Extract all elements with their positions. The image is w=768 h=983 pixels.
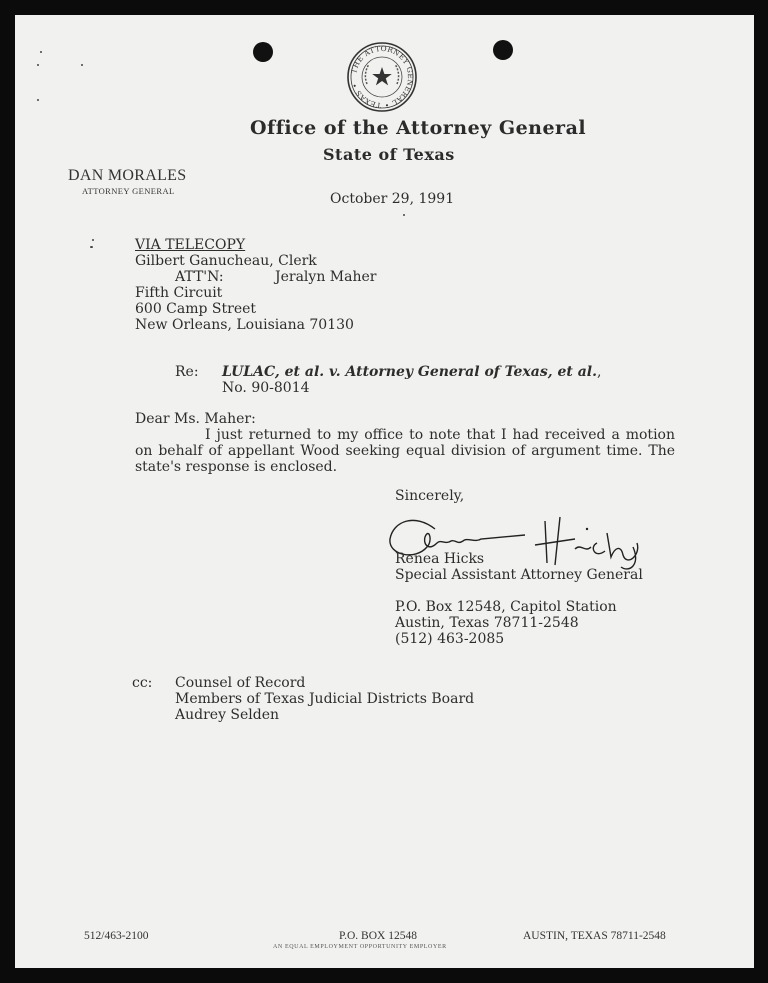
attention-line (135, 269, 376, 285)
case-title-suffix: , (596, 364, 602, 380)
scan-speck (40, 51, 42, 53)
recipient-address-block (135, 237, 376, 333)
svg-text:THE ATTORNEY GENERAL • TEXAS •: THE ATTORNEY GENERAL • TEXAS • (349, 43, 416, 111)
scan-speck (37, 64, 39, 66)
state-title: State of Texas (323, 145, 455, 164)
case-title: LULAC, et al. v. Attorney General of Texas, et al. (222, 364, 597, 380)
cc-recipient: Members of Texas Judicial Districts Board (175, 691, 475, 707)
scan-speck (92, 239, 94, 241)
footer-po-box: P.O. BOX 12548 (339, 930, 417, 942)
attention-label: ATT'N: (175, 269, 224, 285)
signer-phone: (512) 463-2085 (395, 631, 505, 647)
scan-speck (403, 214, 405, 216)
scan-speck (81, 64, 83, 66)
attorney-general-name: DAN MORALES (68, 167, 187, 184)
cc-recipient: Counsel of Record (175, 675, 306, 691)
signer-address-line2: Austin, Texas 78711-2548 (395, 615, 579, 631)
body-paragraph-text: I just returned to my office to note that I had received a motion on behalf of appellant Wood seeking equal division of argument time. The state's response is enclosed. (135, 427, 675, 475)
attention-name: Jeralyn Maher (275, 269, 377, 285)
signer-address-line1: P.O. Box 12548, Capitol Station (395, 599, 617, 615)
case-number: No. 90-8014 (222, 380, 310, 396)
salutation: Dear Ms. Maher: (135, 411, 256, 427)
recipient-city: New Orleans, Louisiana 70130 (135, 317, 354, 333)
footer-phone: 512/463-2100 (84, 930, 149, 942)
body-paragraph (135, 427, 675, 475)
letter-date: October 29, 1991 (330, 191, 455, 207)
signer-address-block (395, 599, 617, 647)
closing: Sincerely, (395, 488, 465, 504)
recipient-name: Gilbert Ganucheau, Clerk (135, 253, 317, 269)
punch-hole-left (253, 42, 273, 62)
re-label: Re: (175, 364, 199, 380)
attorney-general-seal-icon (347, 42, 417, 112)
attorney-general-title: ATTORNEY GENERAL (82, 186, 175, 196)
signer-name: Renea Hicks (395, 551, 485, 567)
cc-recipient: Audrey Selden (175, 707, 280, 723)
cc-list (175, 675, 474, 723)
office-title: Office of the Attorney General (250, 117, 587, 139)
footer-eoe-statement: AN EQUAL EMPLOYMENT OPPORTUNITY EMPLOYER (273, 944, 447, 950)
scan-speck (37, 99, 39, 101)
recipient-street: 600 Camp Street (135, 301, 257, 317)
scan-speck (90, 246, 93, 248)
recipient-court: Fifth Circuit (135, 285, 223, 301)
signer-title: Special Assistant Attorney General (395, 567, 643, 583)
delivery-method: VIA TELECOPY (135, 237, 246, 253)
letter-page (15, 15, 754, 968)
re-line (222, 364, 601, 380)
punch-hole-right (493, 40, 513, 60)
footer-city: AUSTIN, TEXAS 78711-2548 (523, 930, 666, 942)
cc-label: cc: (132, 675, 153, 691)
